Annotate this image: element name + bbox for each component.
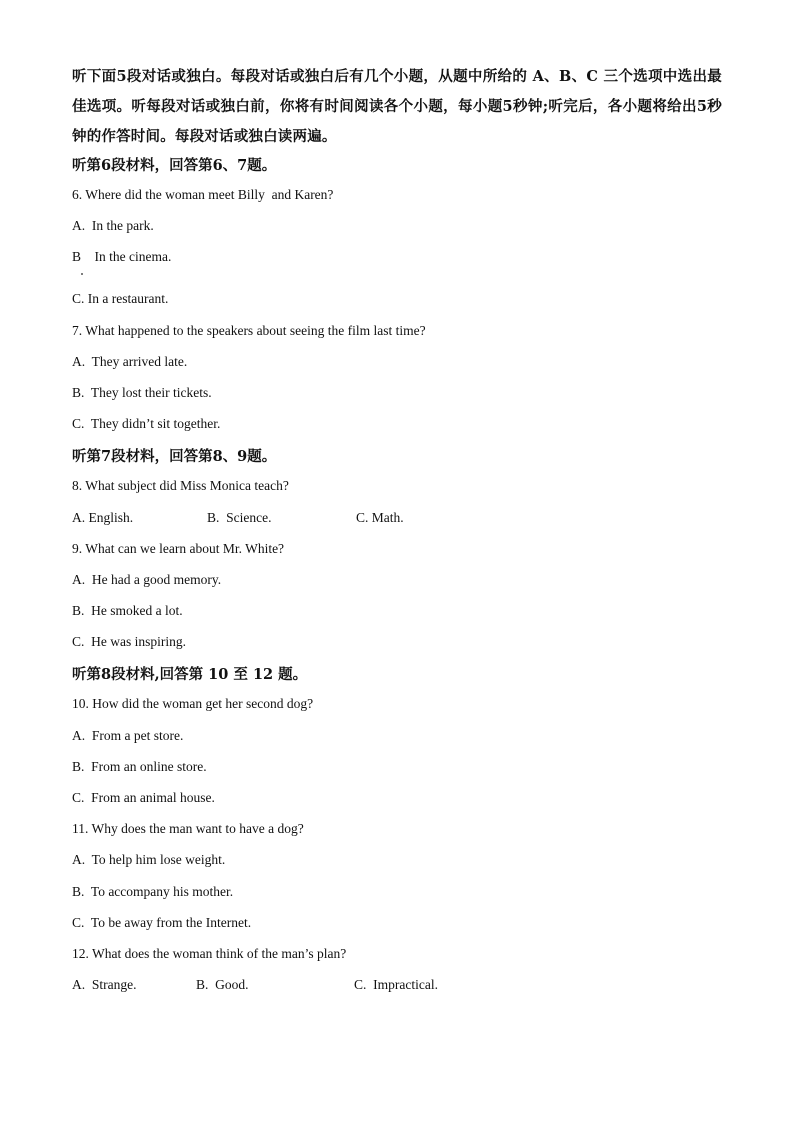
question-6-option-a: A. In the park. [72,218,154,234]
question-9: 9. What can we learn about Mr. White? [72,540,285,556]
question-9-option-b: B. He smoked a lot. [72,603,183,619]
question-6-option-b: B In the cinema. [72,249,172,265]
question-6: 6. Where did the woman meet Billy and Karen? [72,187,334,202]
section-8-heading: 听第8段材料,回答第 10 至 12 题。 [72,666,308,684]
question-12: 12. What does the woman think of the man’s plan? [72,945,347,961]
listening-instructions: 听下面5段对话或独白。每段对话或独白后有几个小题，从题中所给的 A、B、C 三个选项中选出最佳选项。听每段对话或独白前，你将有时间阅读各个小题，每小题5秒钟;听完后，各小题将给出5秒钟的作答时间。每段对话或独白读两遍。 [72,68,722,145]
question-7-option-a: A. They arrived late. [72,353,188,369]
question-12-option-b: B. Good. [196,977,249,993]
question-8-option-a: A. English. [72,509,134,525]
question-7-option-c: C. They didn’t sit together. [72,416,221,432]
section-6-heading: 听第6段材料，回答第6、7题。 [72,157,277,174]
question-11-option-b: B. To accompany his mother. [72,883,234,899]
question-8-options [72,508,722,539]
question-7-option-b: B. They lost their tickets. [72,384,212,400]
question-8-option-c: C. Math. [356,509,404,525]
question-8: 8. What subject did Miss Monica teach? [72,478,289,494]
question-9-option-a: A. He had a good memory. [72,571,222,587]
question-11: 11. Why does the man want to have a dog? [72,821,304,837]
section-7-heading: 听第7段材料，回答第8、9题。 [72,448,277,466]
question-10-option-a: A. From a pet store. [72,727,184,743]
stray-dot-mark [81,273,83,275]
exam-page [72,62,722,1006]
question-12-options [72,975,722,1006]
question-10-option-c: C. From an animal house. [72,790,215,805]
question-7: 7. What happened to the speakers about seeing the film last time? [72,322,426,338]
question-8-option-b: B. Science. [207,509,272,525]
question-11-option-c: C. To be away from the Internet. [72,914,252,930]
question-10: 10. How did the woman get her second dog? [72,696,314,712]
question-10-option-b: B. From an online store. [72,758,207,774]
question-9-option-c: C. He was inspiring. [72,634,186,650]
question-6-option-c: C. In a restaurant. [72,291,169,307]
question-11-option-a: A. To help him lose weight. [72,852,226,868]
question-12-option-a: A. Strange. [72,977,137,993]
question-12-option-c: C. Impractical. [354,977,438,993]
